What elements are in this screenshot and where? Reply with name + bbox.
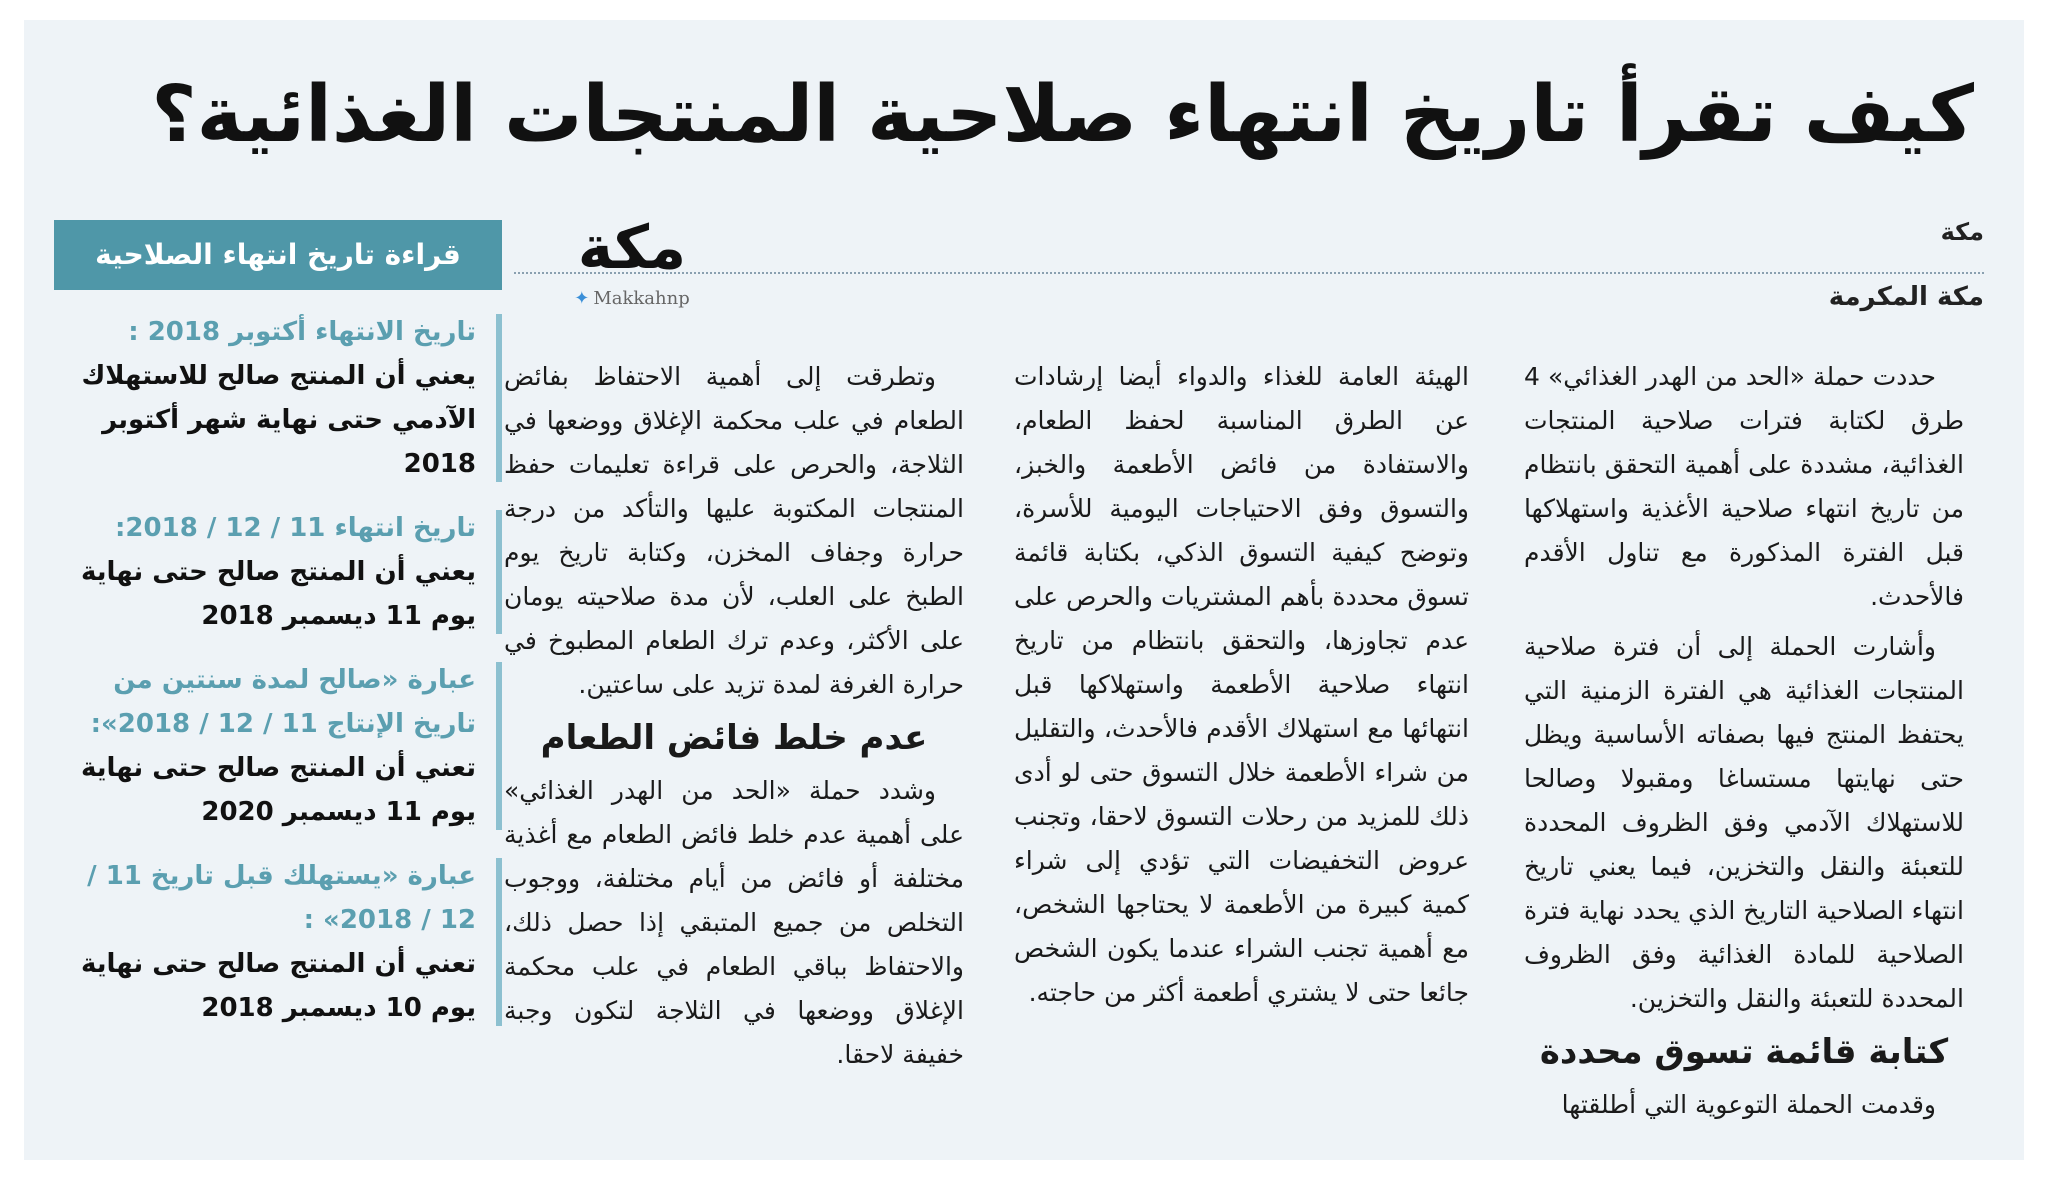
paragraph: حددت حملة «الحد من الهدر الغذائي» 4 طرق لكتابة فترات صلاحية المنتجات الغذائية، مشددة على أهمية التحقق بانتظام من تاريخ انتهاء صلاحية الأغذية واستهلاكها قبل الفترة المذكورة مع تناول الأقدم فالأحدث.: [1524, 362, 1964, 611]
makkah-logo: [542, 208, 722, 328]
logo-handle-text: Makkahnp: [593, 288, 690, 309]
entry-text: تعني أن المنتج صالح حتى نهاية يوم 11 ديسمبر 2020: [80, 753, 476, 827]
byline-city: مكة: [1940, 218, 1984, 246]
sidebar-title: قراءة تاريخ انتهاء الصلاحية: [54, 220, 502, 290]
article-column-1: [1524, 355, 1964, 1133]
paragraph: وتطرقت إلى أهمية الاحتفاظ بفائض الطعام في علب محكمة الإغلاق ووضعها في الثلاجة، والحرص على قراءة تعليمات حفظ المنتجات المكتوبة عليها والتأكد من درجة حرارة وجفاف المخزن، وكتابة تاريخ يوم الطبخ على العلب، لأن مدة صلاحيته يومان على الأكثر، وعدم ترك الطعام المطبوخ في حرارة الغرفة لمدة تزيد على ساعتين.: [504, 362, 964, 699]
newspaper-page: [24, 20, 2024, 1160]
article-column-3: [504, 355, 964, 1083]
headline: كيف تقرأ تاريخ انتهاء صلاحية المنتجات الغذائية؟: [151, 70, 1974, 160]
entry-heading: عبارة «يستهلك قبل تاريخ 11 / 12 / 2018» :: [87, 861, 476, 935]
entry-text: يعني أن المنتج صالح حتى نهاية يوم 11 ديسمبر 2018: [80, 557, 476, 631]
sidebar-entry: [54, 310, 502, 486]
dotted-divider: [514, 272, 1984, 274]
entry-heading: عبارة «صالح لمدة سنتين من تاريخ الإنتاج 11 / 12 / 2018»:: [90, 665, 476, 739]
byline-place: مكة المكرمة: [1828, 282, 1984, 312]
entry-text: يعني أن المنتج صالح للاستهلاك الآدمي حتى نهاية شهر أكتوبر 2018: [81, 361, 476, 479]
entry-heading: تاريخ الانتهاء أكتوبر 2018 :: [128, 317, 476, 347]
sidebar-entry: [54, 506, 502, 638]
article-column-2: [1014, 355, 1469, 1021]
paragraph: وأشارت الحملة إلى أن فترة صلاحية المنتجات الغذائية هي الفترة الزمنية التي يحتفظ المنتج فيها بصفاته الأساسية ويظل حتى نهايتها مستساغا ومقبولا وصالحا للاستهلاك الآدمي وفق الظروف المحددة للتعبئة والنقل والتخزين، فيما يعني تاريخ انتهاء الصلاحية التاريخ الذي يحدد نهاية فترة الصلاحية للمادة الغذائية وفق الظروف المحددة للتعبئة والنقل والتخزين.: [1524, 632, 1964, 1013]
entry-text: تعني أن المنتج صالح حتى نهاية يوم 10 ديسمبر 2018: [80, 949, 476, 1023]
paragraph: الهيئة العامة للغذاء والدواء أيضا إرشادات عن الطرق المناسبة لحفظ الطعام، والاستفادة من فائض الأطعمة والخبز، والتسوق وفق الاحتياجات اليومية للأسرة، وتوضح كيفية التسوق الذكي، بكتابة قائمة تسوق محددة بأهم المشتريات والحرص على عدم تجاوزها، والتحقق بانتظام من تاريخ انتهاء صلاحية الأطعمة واستهلاكها قبل انتهائها مع استهلاك الأقدم فالأحدث، والتقليل من شراء الأطعمة خلال التسوق حتى لو أدى ذلك للمزيد من رحلات التسوق لاحقا، وتجنب عروض التخفيضات التي تؤدي إلى شراء كمية كبيرة من الأطعمة لا يحتاجها الشخص، مع أهمية تجنب الشراء عندما يكون الشخص جائعا حتى لا يشتري أطعمة أكثر من حاجته.: [1014, 362, 1469, 1007]
entry-heading: تاريخ انتهاء 11 / 12 / 2018:: [115, 513, 476, 543]
sidebar-entry: [54, 854, 502, 1030]
section-subhead: عدم خلط فائض الطعام: [540, 718, 928, 758]
paragraph: وشدد حملة «الحد من الهدر الغذائي» على أهمية عدم خلط فائض الطعام مع أغذية مختلفة أو فائض من أيام مختلفة، ووجوب التخلص من جميع المتبقي إذا حصل ذلك، والاحتفاظ بباقي الطعام في علب محكمة الإغلاق ووضعها في الثلاجة لتكون وجبة خفيفة لاحقا.: [504, 776, 964, 1069]
logo-wordmark: مكة: [577, 213, 687, 283]
sidebar-box: [54, 220, 502, 1030]
section-subhead: كتابة قائمة تسوق محددة: [1539, 1032, 1949, 1072]
twitter-bird-icon: ✦: [574, 288, 590, 309]
paragraph: وقدمت الحملة التوعوية التي أطلقتها: [1561, 1090, 1936, 1119]
logo-handle: [542, 288, 722, 309]
sidebar-entry: [54, 658, 502, 834]
